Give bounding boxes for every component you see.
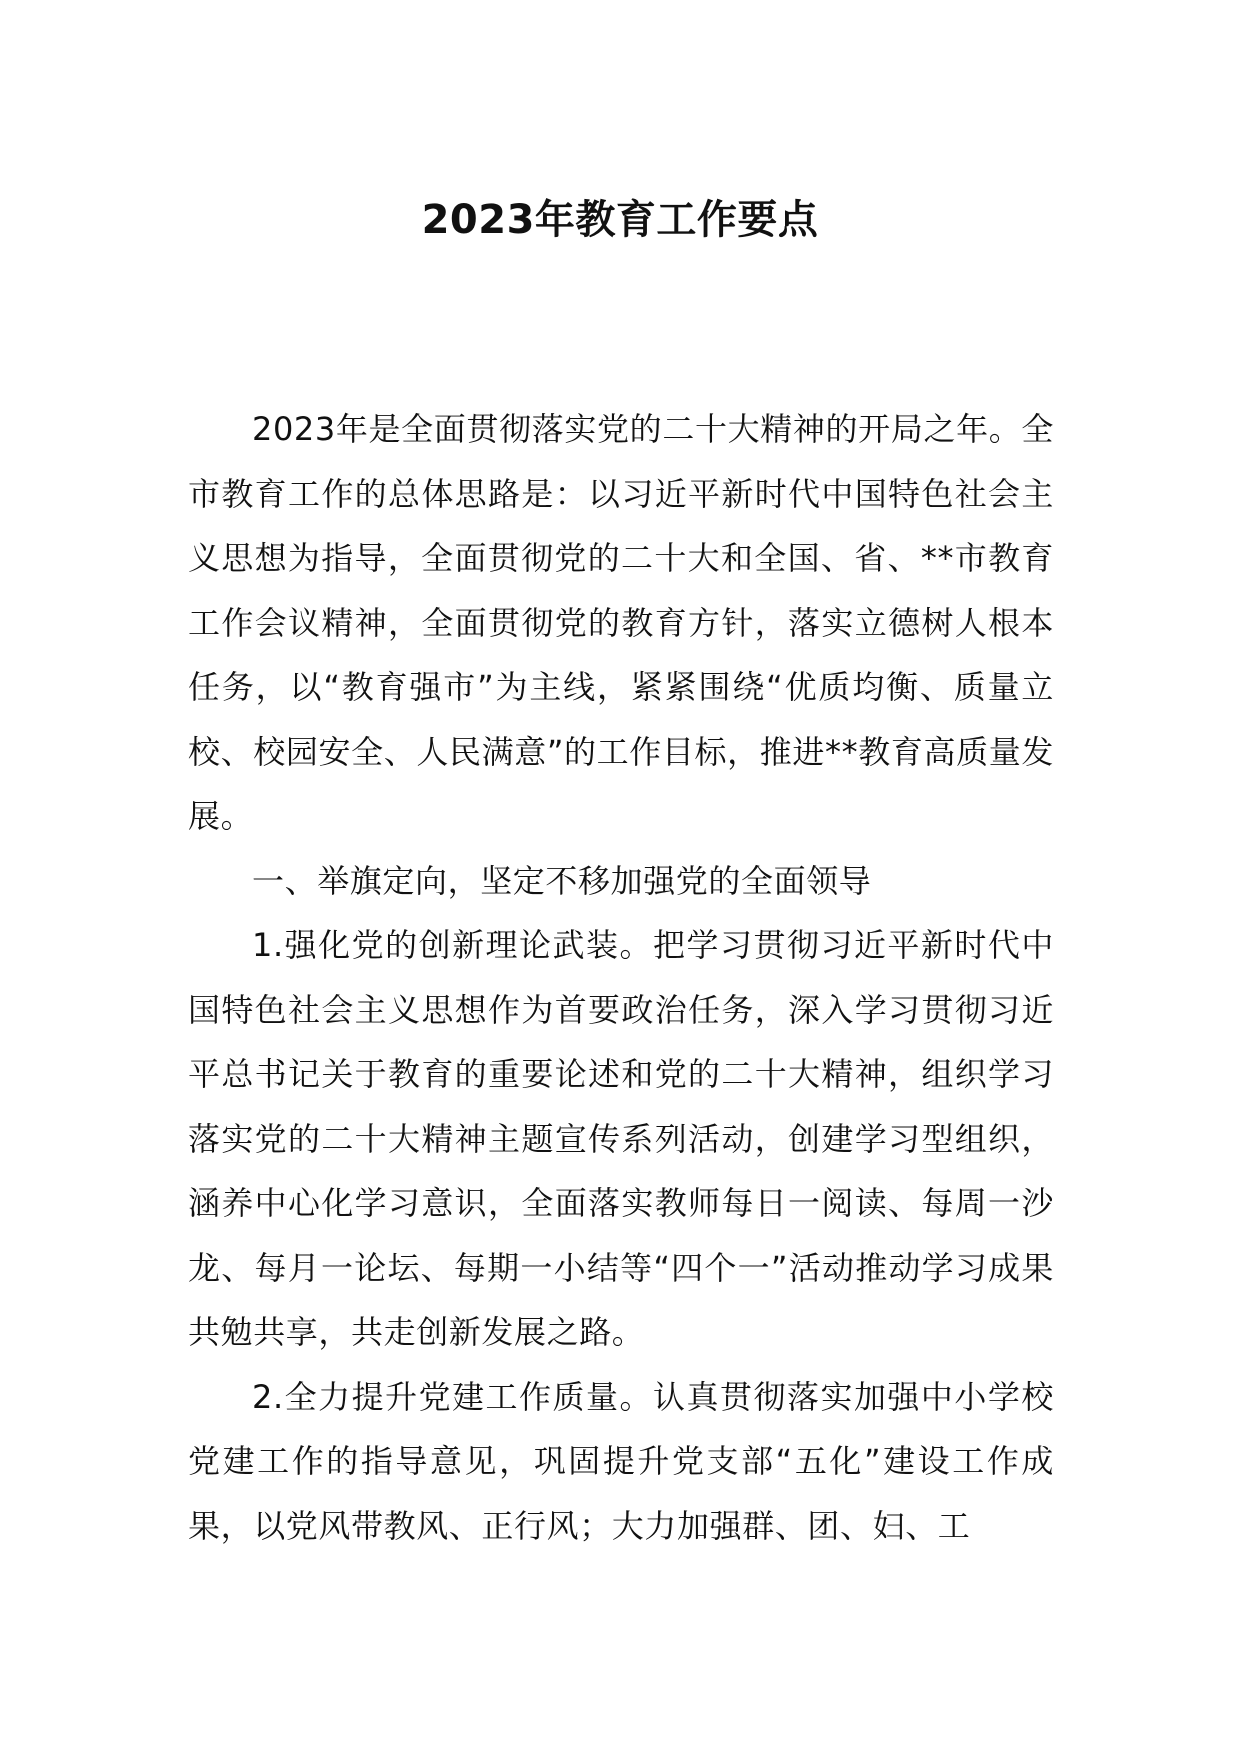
item-paragraph-1: 1.强化党的创新理论武装。把学习贯彻习近平新时代中国特色社会主义思想作为首要政治任务，深入学习贯彻习近平总书记关于教育的重要论述和党的二十大精神，组织学习落实党的二十大精神主题宣传系列活动，创建学习型组织，涵养中心化学习意识，全面落实教师每日一阅读、每周一沙龙、每月一论坛、每期一小结等“四个一”活动推动学习成果共勉共享，共走创新发展之路。 — [188, 926, 1054, 1351]
document-body — [188, 397, 1054, 1558]
intro-paragraph: 2023年是全面贯彻落实党的二十大精神的开局之年。全市教育工作的总体思路是：以习近平新时代中国特色社会主义思想为指导，全面贯彻党的二十大和全国、省、**市教育工作会议精神，全面贯彻党的教育方针，落实立德树人根本任务，以“教育强市”为主线，紧紧围绕“优质均衡、质量立校、校园安全、人民满意”的工作目标，推进**教育高质量发展。 — [188, 410, 1054, 835]
item-paragraph-2: 2.全力提升党建工作质量。认真贯彻落实加强中小学校党建工作的指导意见，巩固提升党支部“五化”建设工作成果，以党风带教风、正行风；大力加强群、团、妇、工 — [188, 1377, 1054, 1545]
section-heading-1: 一、举旗定向，坚定不移加强党的全面领导 — [252, 861, 872, 900]
document-title: 2023年教育工作要点 — [421, 197, 819, 243]
